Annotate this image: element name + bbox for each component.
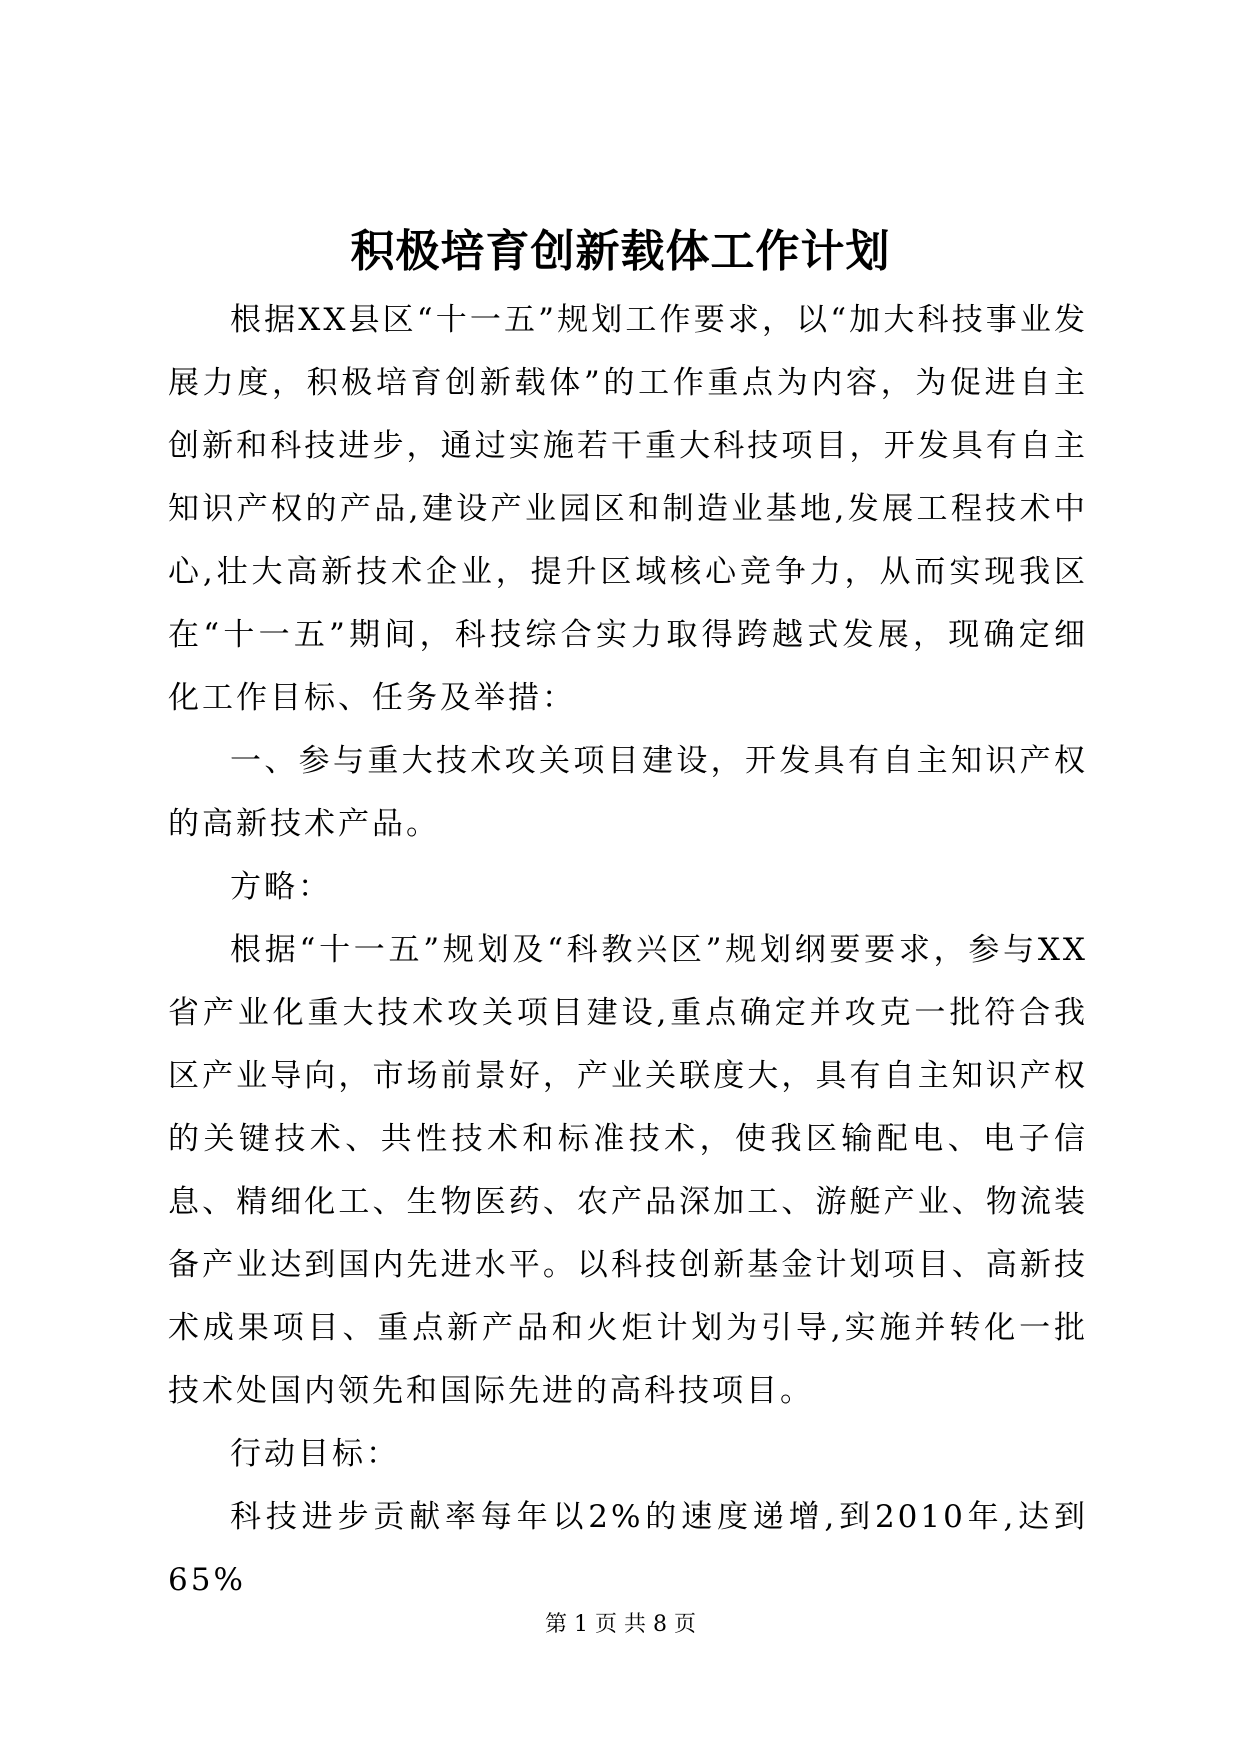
paragraph-goals-label: 行动目标：: [230, 1436, 400, 1472]
page-footer: 第 1 页 共 8 页: [545, 1612, 696, 1637]
document-title: 积极培育创新载体工作计划: [350, 226, 891, 277]
paragraph-strategy-body: 根据“十一五”规划及“科教兴区”规划纲要要求，参与XX省产业化重大技术攻关项目建设,重点确定并攻克一批符合我区产业导向，市场前景好，产业关联度大，具有自主知识产权的关键技术、共性技术和标准技术，使我区输配电、电子信息、精细化工、生物医药、农产品深加工、游艇产业、物流装备产业达到国内先进水平。以科技创新基金计划项目、高新技术成果项目、重点新产品和火炬计划为引导,实施并转化一批技术处国内领先和国际先进的高科技项目。: [168, 932, 1088, 1409]
paragraph-goals-body: 科技进步贡献率每年以2%的速度递增,到2010年,达到65%: [168, 1499, 1088, 1598]
paragraph-section-one-heading: 一、参与重大技术攻关项目建设，开发具有自主知识产权的高新技术产品。: [168, 743, 1088, 842]
paragraph-strategy-label: 方略：: [230, 869, 332, 905]
paragraph-intro: 根据XX县区“十一五”规划工作要求，以“加大科技事业发展力度，积极培育创新载体”的工作重点为内容，为促进自主创新和科技进步，通过实施若干重大科技项目，开发具有自主知识产权的产品,建设产业园区和制造业基地,发展工程技术中心,壮大高新技术企业，提升区域核心竞争力，从而实现我区在“十一五”期间，科技综合实力取得跨越式发展，现确定细化工作目标、任务及举措：: [168, 302, 1088, 716]
document-body: [168, 289, 1088, 1612]
